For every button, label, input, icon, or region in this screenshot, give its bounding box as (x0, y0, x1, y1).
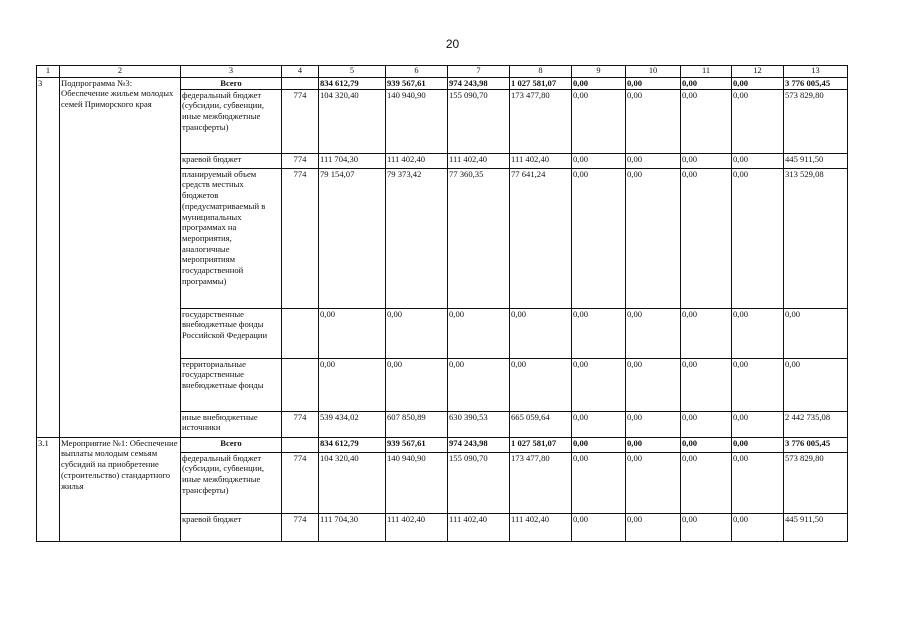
amount-cell: 0,00 (572, 89, 626, 153)
amount-cell: 79 154,07 (319, 168, 386, 308)
amount-cell: 0,00 (681, 168, 732, 308)
amount-cell: 111 704,30 (319, 513, 386, 541)
budget-code: 774 (282, 153, 319, 168)
amount-cell: 0,00 (572, 168, 626, 308)
amount-cell: 0,00 (626, 308, 681, 358)
amount-cell: 0,00 (681, 153, 732, 168)
amount-cell: 3 776 005,45 (784, 77, 848, 89)
amount-cell: 0,00 (386, 308, 448, 358)
amount-cell: 0,00 (572, 452, 626, 513)
column-number: 5 (319, 66, 386, 78)
amount-cell: 0,00 (681, 89, 732, 153)
amount-cell: 0,00 (626, 153, 681, 168)
column-number: 3 (181, 66, 282, 78)
funding-source: Всего (181, 437, 282, 452)
column-number: 6 (386, 66, 448, 78)
amount-cell: 834 612,79 (319, 77, 386, 89)
amount-cell: 0,00 (784, 358, 848, 411)
column-number: 11 (681, 66, 732, 78)
amount-cell: 0,00 (732, 452, 784, 513)
amount-cell: 0,00 (626, 513, 681, 541)
amount-cell: 0,00 (681, 411, 732, 437)
funding-source: иные внебюджетные источники (181, 411, 282, 437)
amount-cell: 0,00 (784, 308, 848, 358)
table-row-total (37, 437, 848, 452)
amount-cell: 834 612,79 (319, 437, 386, 452)
amount-cell: 0,00 (626, 452, 681, 513)
amount-cell: 111 704,30 (319, 153, 386, 168)
funding-source: краевой бюджет (181, 153, 282, 168)
amount-cell: 111 402,40 (510, 153, 572, 168)
amount-cell: 0,00 (626, 168, 681, 308)
amount-cell: 0,00 (681, 437, 732, 452)
amount-cell: 0,00 (448, 308, 510, 358)
row-number: 3 (37, 77, 60, 437)
column-number: 8 (510, 66, 572, 78)
amount-cell: 0,00 (572, 437, 626, 452)
amount-cell: 0,00 (319, 358, 386, 411)
funding-source: федеральный бюджет (субсидии, субвенции, иные межбюджетные трансферты) (181, 452, 282, 513)
column-number: 9 (572, 66, 626, 78)
amount-cell: 974 243,98 (448, 77, 510, 89)
amount-cell: 0,00 (681, 77, 732, 89)
amount-cell: 630 390,53 (448, 411, 510, 437)
amount-cell: 140 940,90 (386, 89, 448, 153)
funding-source: федеральный бюджет (субсидии, субвенции, иные межбюджетные трансферты) (181, 89, 282, 153)
amount-cell: 0,00 (681, 358, 732, 411)
amount-cell: 0,00 (319, 308, 386, 358)
column-number: 12 (732, 66, 784, 78)
amount-cell: 0,00 (572, 513, 626, 541)
amount-cell: 3 776 005,45 (784, 437, 848, 452)
amount-cell: 573 829,80 (784, 89, 848, 153)
amount-cell: 0,00 (732, 168, 784, 308)
amount-cell: 0,00 (732, 308, 784, 358)
amount-cell: 0,00 (732, 89, 784, 153)
amount-cell: 939 567,61 (386, 77, 448, 89)
budget-code: 774 (282, 89, 319, 153)
amount-cell: 0,00 (572, 308, 626, 358)
amount-cell: 573 829,80 (784, 452, 848, 513)
amount-cell: 104 320,40 (319, 89, 386, 153)
amount-cell: 77 360,35 (448, 168, 510, 308)
funding-source: планируемый объем средств местных бюджетов (предусматриваемый в муниципальных программах на мероприятия, аналогичные мероприятиям государственной программы) (181, 168, 282, 308)
column-number-row (37, 66, 848, 78)
amount-cell: 0,00 (732, 513, 784, 541)
amount-cell: 173 477,80 (510, 452, 572, 513)
amount-cell: 0,00 (732, 411, 784, 437)
program-name: Подпрограмма №3: Обеспечение жильем молодых семей Приморского края (60, 77, 181, 437)
amount-cell: 665 059,64 (510, 411, 572, 437)
budget-table (36, 65, 848, 542)
amount-cell: 140 940,90 (386, 452, 448, 513)
budget-code (282, 77, 319, 89)
funding-source: Всего (181, 77, 282, 89)
amount-cell: 0,00 (510, 308, 572, 358)
amount-cell: 445 911,50 (784, 153, 848, 168)
amount-cell: 1 027 581,07 (510, 77, 572, 89)
amount-cell: 539 434,02 (319, 411, 386, 437)
column-number: 2 (60, 66, 181, 78)
amount-cell: 0,00 (626, 411, 681, 437)
column-number: 1 (37, 66, 60, 78)
amount-cell: 0,00 (681, 513, 732, 541)
amount-cell: 0,00 (572, 411, 626, 437)
amount-cell: 111 402,40 (448, 153, 510, 168)
amount-cell: 79 373,42 (386, 168, 448, 308)
amount-cell: 0,00 (572, 77, 626, 89)
column-number: 4 (282, 66, 319, 78)
column-number: 7 (448, 66, 510, 78)
column-number: 13 (784, 66, 848, 78)
amount-cell: 0,00 (732, 358, 784, 411)
table-row-total (37, 77, 848, 89)
amount-cell: 0,00 (732, 77, 784, 89)
budget-code: 774 (282, 168, 319, 308)
amount-cell: 104 320,40 (319, 452, 386, 513)
budget-code: 774 (282, 452, 319, 513)
row-number: 3.1 (37, 437, 60, 541)
amount-cell: 111 402,40 (448, 513, 510, 541)
amount-cell: 607 850,89 (386, 411, 448, 437)
budget-code (282, 358, 319, 411)
budget-code (282, 437, 319, 452)
funding-source: территориальные государственные внебюджетные фонды (181, 358, 282, 411)
amount-cell: 0,00 (732, 437, 784, 452)
amount-cell: 0,00 (681, 308, 732, 358)
program-name: Мероприятие №1: Обеспечение выплаты молодым семьям субсидий на приобретение (строительство) стандартного жилья (60, 437, 181, 541)
amount-cell: 2 442 735,08 (784, 411, 848, 437)
amount-cell: 0,00 (626, 77, 681, 89)
amount-cell: 974 243,98 (448, 437, 510, 452)
amount-cell: 111 402,40 (386, 153, 448, 168)
budget-code: 774 (282, 513, 319, 541)
budget-code (282, 308, 319, 358)
amount-cell: 0,00 (732, 153, 784, 168)
amount-cell: 173 477,80 (510, 89, 572, 153)
amount-cell: 0,00 (510, 358, 572, 411)
amount-cell: 0,00 (572, 358, 626, 411)
amount-cell: 111 402,40 (386, 513, 448, 541)
funding-source: государственные внебюджетные фонды Российской Федерации (181, 308, 282, 358)
amount-cell: 155 090,70 (448, 452, 510, 513)
amount-cell: 1 027 581,07 (510, 437, 572, 452)
funding-source: краевой бюджет (181, 513, 282, 541)
amount-cell: 0,00 (626, 89, 681, 153)
amount-cell: 111 402,40 (510, 513, 572, 541)
amount-cell: 0,00 (626, 358, 681, 411)
budget-code: 774 (282, 411, 319, 437)
column-number: 10 (626, 66, 681, 78)
amount-cell: 0,00 (572, 153, 626, 168)
amount-cell: 0,00 (626, 437, 681, 452)
amount-cell: 313 529,08 (784, 168, 848, 308)
amount-cell: 77 641,24 (510, 168, 572, 308)
amount-cell: 155 090,70 (448, 89, 510, 153)
amount-cell: 0,00 (681, 452, 732, 513)
amount-cell: 0,00 (386, 358, 448, 411)
amount-cell: 939 567,61 (386, 437, 448, 452)
amount-cell: 0,00 (448, 358, 510, 411)
amount-cell: 445 911,50 (784, 513, 848, 541)
page-number: 20 (445, 37, 460, 51)
